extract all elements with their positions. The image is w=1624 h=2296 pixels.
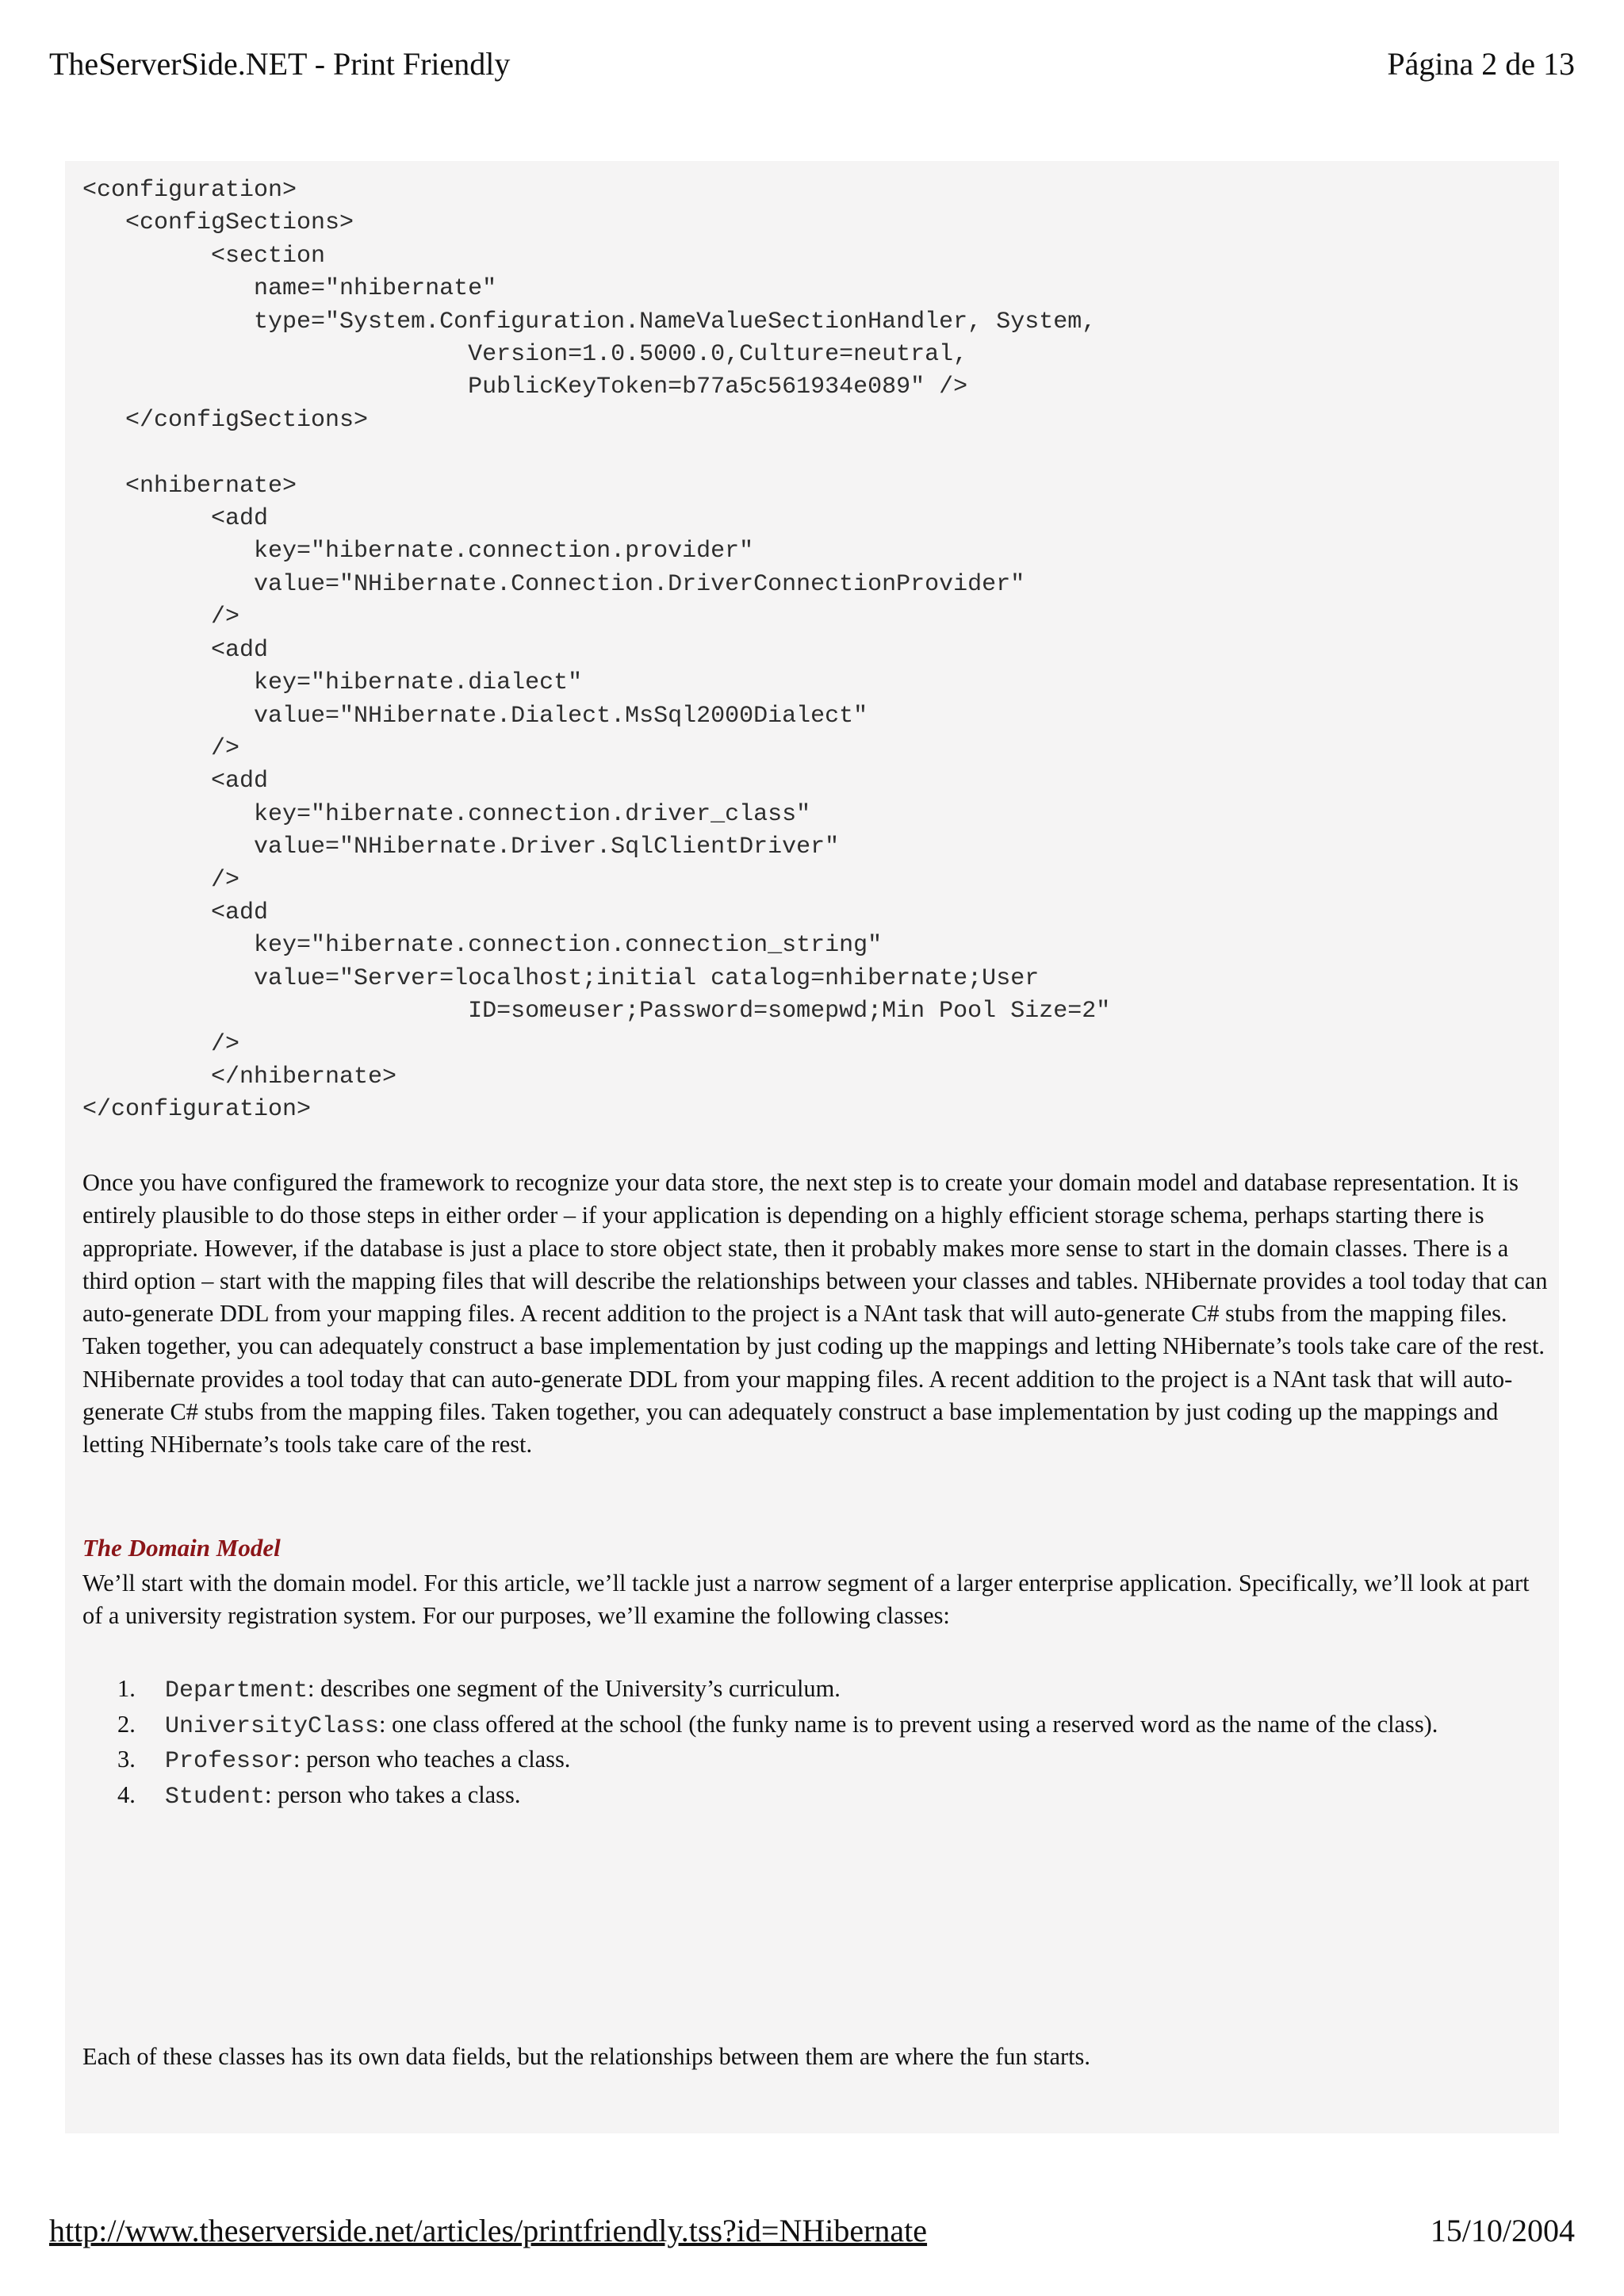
list-item [82, 1779, 1549, 1815]
class-name: Professor [165, 1748, 294, 1775]
class-name: Student [165, 1783, 266, 1811]
page-title: TheServerSide.NET - Print Friendly [49, 46, 511, 82]
class-name: UniversityClass [165, 1712, 380, 1740]
paragraph-relationships: Each of these classes has its own data fields, but the relationships between them are where the fun starts. [82, 2043, 1090, 2070]
list-number: 3. [117, 1746, 136, 1773]
page-indicator: Página 2 de 13 [1387, 46, 1575, 82]
section-heading: The Domain Model [82, 1534, 281, 1562]
class-description: : one class offered at the school (the funky name is to prevent using a reserved word as the name of the class). [379, 1710, 1438, 1738]
print-date: 15/10/2004 [1430, 2213, 1575, 2248]
page-header [49, 44, 1575, 92]
list-item [82, 1743, 1549, 1779]
paragraph-configuration-summary: Once you have configured the framework to recognize your data store, the next step is to create your domain model and database representation. It is entirely plausible to do those steps in either order – if your application is depending on a highly efficient storage schema, perhaps starting there is appropriate. However, if the database is just a place to store object state, then it probably makes more sense to start in the domain classes. There is a third option – start with the mapping files that will describe the relationships between your classes and tables. NHibernate provides a tool today that can auto-generate DDL from your mapping files. A recent addition to the project is a NAnt task that will auto-generate C# stubs from the mapping files. Taken together, you can adequately construct a base implementation by just coding up the mappings and letting NHibernate’s tools take care of the rest. NHibernate provides a tool today that can auto-generate DDL from your mapping files. A recent addition to the project is a NAnt task that will auto-generate C# stubs from the mapping files. Taken together, you can adequately construct a base implementation by just coding up the mappings and letting NHibernate’s tools take care of the rest. [82, 1169, 1548, 1458]
class-list [82, 1673, 1549, 1814]
code-block: <configuration> <configSections> <section name="nhibernate" type="System.Configuration.NameValueSectionHandler, System, Version=1.0.5000.0,Culture=neutral, PublicKeyToken=b77a5c561934e089" /> </configSections> <nhibernate> <add key="hibernate.connection.provider" value="NHibernate.Connection.DriverConnectionProvider" /> <add key="hibernate.dialect" value="NHibernate.Dialect.MsSql2000Dialect" /> <add key="hibernate.connection.driver_class" value="NHibernate.Driver.SqlClientDriver" /> <add key="hibernate.connection.connection_string" value="Server=localhost;initial catalog=nhibernate;User ID=someuser;Password=somepwd;Min Pool Size=2" /> </nhibernate> </configuration> [82, 177, 1111, 1124]
paragraph-domain-model-intro: We’ll start with the domain model. For this article, we’ll tackle just a narrow segment of a larger enterprise application. Specifically, we’ll look at part of a university registration system. For our purposes, we’ll examine the following classes: [82, 1570, 1530, 1630]
article-content [65, 161, 1559, 2133]
list-item [82, 1708, 1549, 1744]
class-description: : person who teaches a class. [293, 1746, 571, 1773]
page-footer [49, 2211, 1575, 2259]
list-item [82, 1673, 1549, 1708]
source-url-link[interactable]: http://www.theserverside.net/articles/printfriendly.tss?id=NHibernate [49, 2213, 928, 2248]
class-description: : person who takes a class. [265, 1780, 521, 1808]
class-name: Department [165, 1677, 308, 1704]
list-number: 2. [117, 1710, 136, 1738]
list-number: 4. [117, 1780, 136, 1808]
class-description: : describes one segment of the University’s curriculum. [308, 1675, 841, 1702]
list-number: 1. [117, 1675, 136, 1702]
